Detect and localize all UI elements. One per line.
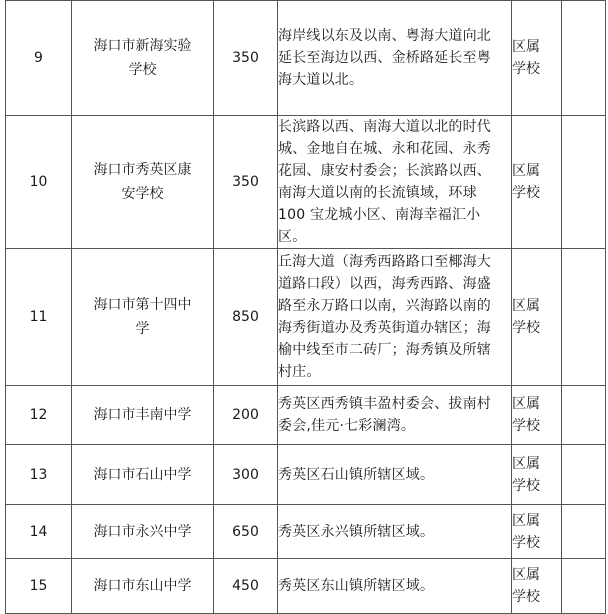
cell-line: 榆中线至市二砖厂；海秀镇及所辖	[278, 342, 491, 358]
cell-line: 学校	[512, 418, 540, 434]
cell-line: 安学校	[121, 186, 164, 202]
school-type-cell	[512, 116, 562, 249]
cell-line: 海口市丰南中学	[93, 407, 192, 423]
enrollment-area-cell	[278, 1, 512, 116]
cell-line: 海秀街道办及秀英街道办辖区；海	[278, 320, 491, 336]
row-number-cell: 9	[6, 1, 72, 116]
cell-line: 海口市第十四中	[93, 297, 192, 313]
capacity-cell: 300	[214, 445, 278, 505]
capacity-cell: 450	[214, 559, 278, 614]
table-row	[6, 386, 606, 445]
remarks-cell	[562, 505, 606, 559]
remarks-cell	[562, 249, 606, 386]
cell-line: 海口市东山中学	[93, 578, 192, 594]
cell-line: 区属	[512, 298, 540, 314]
cell-line: 秀英区西秀镇丰盈村委会、拔南村	[278, 396, 491, 412]
school-enrollment-table	[5, 0, 606, 614]
cell-line: 路至永万路口以南，兴海路以南的	[278, 298, 491, 314]
cell-line: 海岸线以东及以南、粤海大道向北	[278, 28, 491, 44]
cell-line: 学校	[512, 61, 540, 77]
table-row	[6, 445, 606, 505]
cell-line: 秀英区永兴镇所辖区域。	[278, 523, 435, 540]
remarks-cell	[562, 386, 606, 445]
cell-line: 村庄。	[278, 364, 321, 380]
cell-line: 区。	[278, 229, 307, 245]
table-body	[6, 1, 606, 614]
cell-line: 海口市石山中学	[93, 466, 192, 483]
cell-line: 学校	[128, 62, 157, 78]
capacity-cell: 650	[214, 505, 278, 559]
cell-line: 海大道以北。	[278, 72, 364, 88]
enrollment-area-cell	[278, 249, 512, 386]
school-type-cell	[512, 559, 562, 614]
school-type-cell	[512, 505, 562, 559]
capacity-cell: 200	[214, 386, 278, 445]
enrollment-area-cell	[278, 559, 512, 614]
cell-line: 学校	[512, 534, 540, 551]
enrollment-area-cell	[278, 505, 512, 559]
cell-line: 学	[135, 321, 150, 337]
cell-line: 学校	[512, 477, 540, 494]
school-name-cell	[72, 386, 214, 445]
cell-line: 区属	[512, 512, 540, 529]
cell-line: 区属	[512, 39, 540, 55]
table-row	[6, 249, 606, 386]
table-row	[6, 505, 606, 559]
remarks-cell	[562, 1, 606, 116]
cell-line: 秀英区东山镇所辖区域。	[278, 578, 435, 594]
row-number-cell: 15	[6, 559, 72, 614]
school-type-cell	[512, 1, 562, 116]
capacity-cell: 350	[214, 1, 278, 116]
remarks-cell	[562, 116, 606, 249]
row-number-cell: 14	[6, 505, 72, 559]
cell-line: 100 宝龙城小区、南海幸福汇小	[278, 207, 481, 223]
cell-line: 秀英区石山镇所辖区域。	[278, 466, 435, 483]
cell-line: 海口市永兴中学	[93, 523, 192, 540]
table-row	[6, 559, 606, 614]
cell-line: 区属	[512, 455, 540, 472]
row-number-cell: 10	[6, 116, 72, 249]
cell-line: 花园、康安村委会；长滨路以西、	[278, 163, 491, 179]
row-number-cell: 13	[6, 445, 72, 505]
cell-line: 区属	[512, 396, 540, 412]
cell-line: 区属	[512, 567, 540, 583]
school-name-cell	[72, 445, 214, 505]
cell-line: 区属	[512, 163, 540, 179]
school-name-cell	[72, 559, 214, 614]
enrollment-area-cell	[278, 116, 512, 249]
school-type-cell	[512, 445, 562, 505]
cell-line: 长滨路以西、南海大道以北的时代	[278, 119, 491, 135]
school-type-cell	[512, 386, 562, 445]
school-name-cell	[72, 1, 214, 116]
cell-line: 道路口段）以西，海秀西路、海盛	[278, 276, 491, 292]
capacity-cell: 350	[214, 116, 278, 249]
cell-line: 丘海大道（海秀西路路口至椰海大	[278, 254, 491, 270]
table-row	[6, 1, 606, 116]
cell-line: 延长至海边以西、金桥路延长至粤	[278, 50, 491, 66]
cell-line: 学校	[512, 320, 540, 336]
school-name-cell	[72, 249, 214, 386]
cell-line: 南海大道以南的长流镇域，环球	[278, 185, 477, 201]
enrollment-area-cell	[278, 445, 512, 505]
cell-line: 学校	[512, 185, 540, 201]
cell-line: 学校	[512, 589, 540, 605]
cell-line: 城、金地自在城、永和花园、永秀	[278, 141, 491, 157]
school-type-cell	[512, 249, 562, 386]
capacity-cell: 850	[214, 249, 278, 386]
enrollment-area-cell	[278, 386, 512, 445]
remarks-cell	[562, 445, 606, 505]
cell-line: 海口市秀英区康	[93, 162, 192, 178]
cell-line: 委会,佳元·七彩澜湾。	[278, 418, 416, 434]
table-row	[6, 116, 606, 249]
row-number-cell: 12	[6, 386, 72, 445]
school-name-cell	[72, 116, 214, 249]
cell-line: 海口市新海实验	[93, 38, 192, 54]
school-name-cell	[72, 505, 214, 559]
row-number-cell: 11	[6, 249, 72, 386]
remarks-cell	[562, 559, 606, 614]
